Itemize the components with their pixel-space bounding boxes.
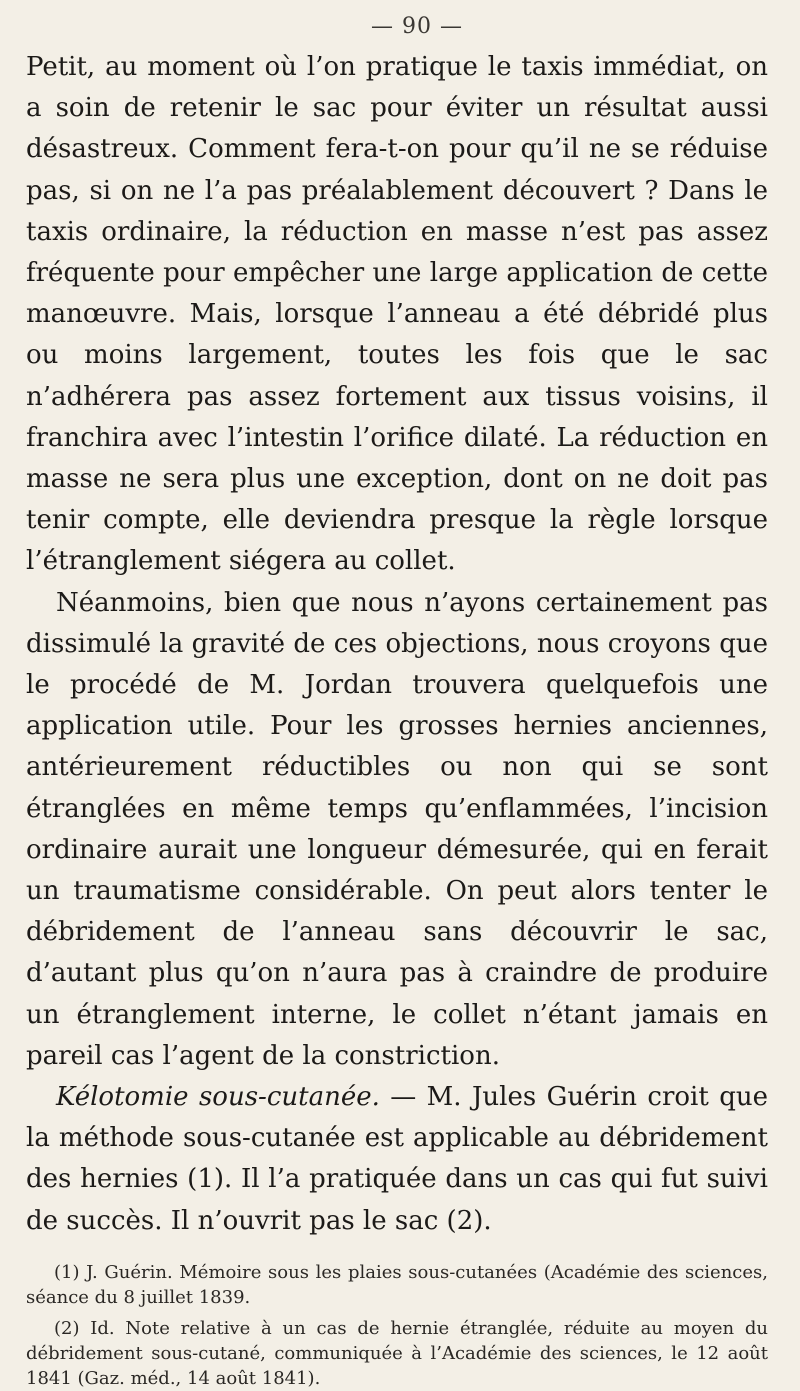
paragraph-3-text: — M. Jules Guérin croit que la méthode sous-cutanée est applicable au débridement des hernies (1). Il l’a pratiquée dans un cas qui fut suivi de succès. Il n’ouvrit pas le sac (2).	[26, 1082, 768, 1236]
page-number: — 90 —	[371, 14, 463, 39]
main-text	[26, 47, 768, 1242]
footnotes	[26, 1260, 768, 1391]
section-heading-kelotomie: Kélotomie sous-cutanée.	[56, 1082, 380, 1113]
footnote-1: (1) J. Guérin. Mémoire sous les plaies sous-cutanées (Académie des sciences, séance du 8 juillet 1839.	[26, 1261, 768, 1308]
footnote-2: (2) Id. Note relative à un cas de hernie étranglée, réduite au moyen du débridement sous-cutané, communiquée à l’Académie des sciences, le 12 août 1841 (Gaz. méd., 14 août 1841).	[26, 1317, 768, 1389]
paragraph-3	[26, 1077, 768, 1242]
paragraph-2: Néanmoins, bien que nous n’ayons certainement pas dissimulé la gravité de ces objections, nous croyons que le procédé de M. Jordan trouvera quelquefois une application utile. Pour les grosses hernies anciennes, antérieurement réductibles ou non qui se sont étranglées en même temps qu’enflammées, l’incision ordinaire aurait une longueur démesurée, qui en ferait un traumatisme considérable. On peut alors tenter le débridement de l’anneau sans découvrir le sac, d’autant plus qu’on n’aura pas à craindre de produire un étranglement interne, le collet n’étant jamais en pareil cas l’agent de la constriction.	[26, 587, 768, 1071]
paragraph-1: Petit, au moment où l’on pratique le taxis immédiat, on a soin de retenir le sac pour éviter un résultat aussi désastreux. Comment fera-t-on pour qu’il ne se réduise pas, si on ne l’a pas préalablement découvert ? Dans le taxis ordinaire, la réduction en masse n’est pas assez fréquente pour empêcher une large application de cette manœuvre. Mais, lorsque l’anneau a été débridé plus ou moins largement, toutes les fois que le sac n’adhérera pas assez fortement aux tissus voisins, il franchira avec l’intestin l’orifice dilaté. La réduction en masse ne sera plus une exception, dont on ne doit pas tenir compte, elle deviendra presque la règle lorsque l’étranglement siégera au collet.	[26, 52, 768, 577]
